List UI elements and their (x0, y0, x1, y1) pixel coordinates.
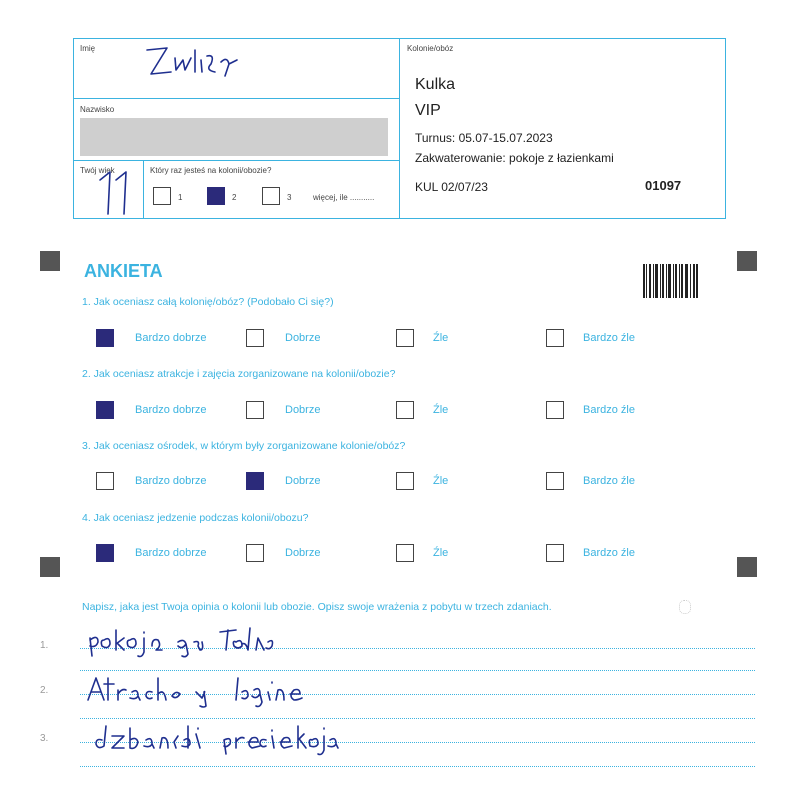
q1-checkbox-bardzo-zle[interactable] (546, 329, 564, 347)
imie-handwriting (145, 42, 245, 82)
q3-checkbox-bardzo-dobrze[interactable] (96, 472, 114, 490)
q1-label-zle: Źle (433, 332, 449, 344)
q2-label-bardzo-dobrze: Bardzo dobrze (135, 404, 207, 416)
q3-label-dobrze: Dobrze (285, 475, 321, 487)
q3-label-bardzo-zle: Bardzo źle (583, 475, 635, 487)
q3-checkbox-dobrze[interactable] (246, 472, 264, 490)
header-divider-vertical (399, 38, 400, 218)
q4-checkbox-dobrze[interactable] (246, 544, 264, 562)
q3-checkbox-bardzo-zle[interactable] (546, 472, 564, 490)
nazwisko-redacted (80, 118, 388, 156)
camp-type: VIP (415, 102, 441, 119)
q3-label-zle: Źle (433, 475, 449, 487)
q1-label-bardzo-zle: Bardzo źle (583, 332, 635, 344)
q4-label-dobrze: Dobrze (285, 547, 321, 559)
question-2-text: 2. Jak oceniasz atrakcje i zajęcia zorganizowane na kolonii/obozie? (82, 368, 396, 380)
q1-checkbox-zle[interactable] (396, 329, 414, 347)
q4-label-bardzo-dobrze: Bardzo dobrze (135, 547, 207, 559)
camp-name: Kulka (415, 76, 456, 93)
registration-marker-bottom-right (737, 557, 757, 577)
q1-label-bardzo-dobrze: Bardzo dobrze (135, 332, 207, 344)
handwriting-answer-1 (86, 624, 276, 658)
q4-checkbox-zle[interactable] (396, 544, 414, 562)
q2-checkbox-zle[interactable] (396, 401, 414, 419)
line-number-3: 3. (40, 733, 49, 744)
visit-checkbox-1[interactable] (153, 187, 171, 205)
registration-marker-top-right (737, 251, 757, 271)
answer-line-1b[interactable] (80, 670, 755, 671)
faint-mark (679, 600, 691, 614)
camp-code: KUL 02/07/23 (415, 180, 488, 194)
header-divider-2 (73, 160, 400, 161)
q2-label-zle: Źle (433, 404, 449, 416)
wiek-label: Twój wiek (80, 166, 115, 175)
question-4-text: 4. Jak oceniasz jedzenie podczas kolonii/obozu? (82, 512, 309, 524)
line-number-2: 2. (40, 685, 49, 696)
ile-razy-label: Który raz jesteś na kolonii/obozie? (150, 166, 272, 175)
q3-label-bardzo-dobrze: Bardzo dobrze (135, 475, 207, 487)
answer-line-2b[interactable] (80, 718, 755, 719)
q4-label-zle: Źle (433, 547, 449, 559)
nazwisko-label: Nazwisko (80, 105, 115, 114)
q4-checkbox-bardzo-zle[interactable] (546, 544, 564, 562)
q1-label-dobrze: Dobrze (285, 332, 321, 344)
kolonie-label: Kolonie/obóz (407, 44, 454, 53)
handwriting-answer-2 (86, 672, 316, 708)
form-number: 01097 (645, 178, 682, 193)
q2-label-dobrze: Dobrze (285, 404, 321, 416)
registration-marker-bottom-left (40, 557, 60, 577)
answer-line-3b[interactable] (80, 766, 755, 767)
survey-title: ANKIETA (84, 261, 163, 281)
wiecej-label: więcej, ile ........... (313, 193, 375, 202)
q1-checkbox-bardzo-dobrze[interactable] (96, 329, 114, 347)
imie-label: Imię (80, 44, 96, 53)
question-1-text: 1. Jak oceniasz całą kolonię/obóz? (Podobało Ci się?) (82, 296, 334, 308)
zakwaterowanie: Zakwaterowanie: pokoje z łazienkami (415, 151, 614, 165)
q4-checkbox-bardzo-dobrze[interactable] (96, 544, 114, 562)
registration-marker-top-left (40, 251, 60, 271)
handwriting-answer-3 (92, 720, 342, 756)
line-number-1: 1. (40, 640, 49, 651)
q2-checkbox-bardzo-zle[interactable] (546, 401, 564, 419)
q2-checkbox-bardzo-dobrze[interactable] (96, 401, 114, 419)
question-3-text: 3. Jak oceniasz ośrodek, w którym były zorganizowane kolonie/obóz? (82, 440, 406, 452)
header-divider-age (143, 160, 144, 218)
wiek-handwriting (96, 168, 136, 218)
q1-checkbox-dobrze[interactable] (246, 329, 264, 347)
visit-checkbox-3[interactable] (262, 187, 280, 205)
q4-label-bardzo-zle: Bardzo źle (583, 547, 635, 559)
visit-checkbox-2[interactable] (207, 187, 225, 205)
q3-checkbox-zle[interactable] (396, 472, 414, 490)
opinion-prompt: Napisz, jaka jest Twoja opinia o kolonii lub obozie. Opisz swoje wrażenia z pobytu w trzech zdaniach. (82, 601, 552, 613)
q2-checkbox-dobrze[interactable] (246, 401, 264, 419)
barcode (643, 264, 698, 298)
q2-label-bardzo-zle: Bardzo źle (583, 404, 635, 416)
turnus: Turnus: 05.07-15.07.2023 (415, 131, 553, 145)
visit-option-2-label: 2 (232, 193, 237, 202)
visit-option-1-label: 1 (178, 193, 183, 202)
visit-option-3-label: 3 (287, 193, 292, 202)
header-divider-1 (73, 98, 400, 99)
